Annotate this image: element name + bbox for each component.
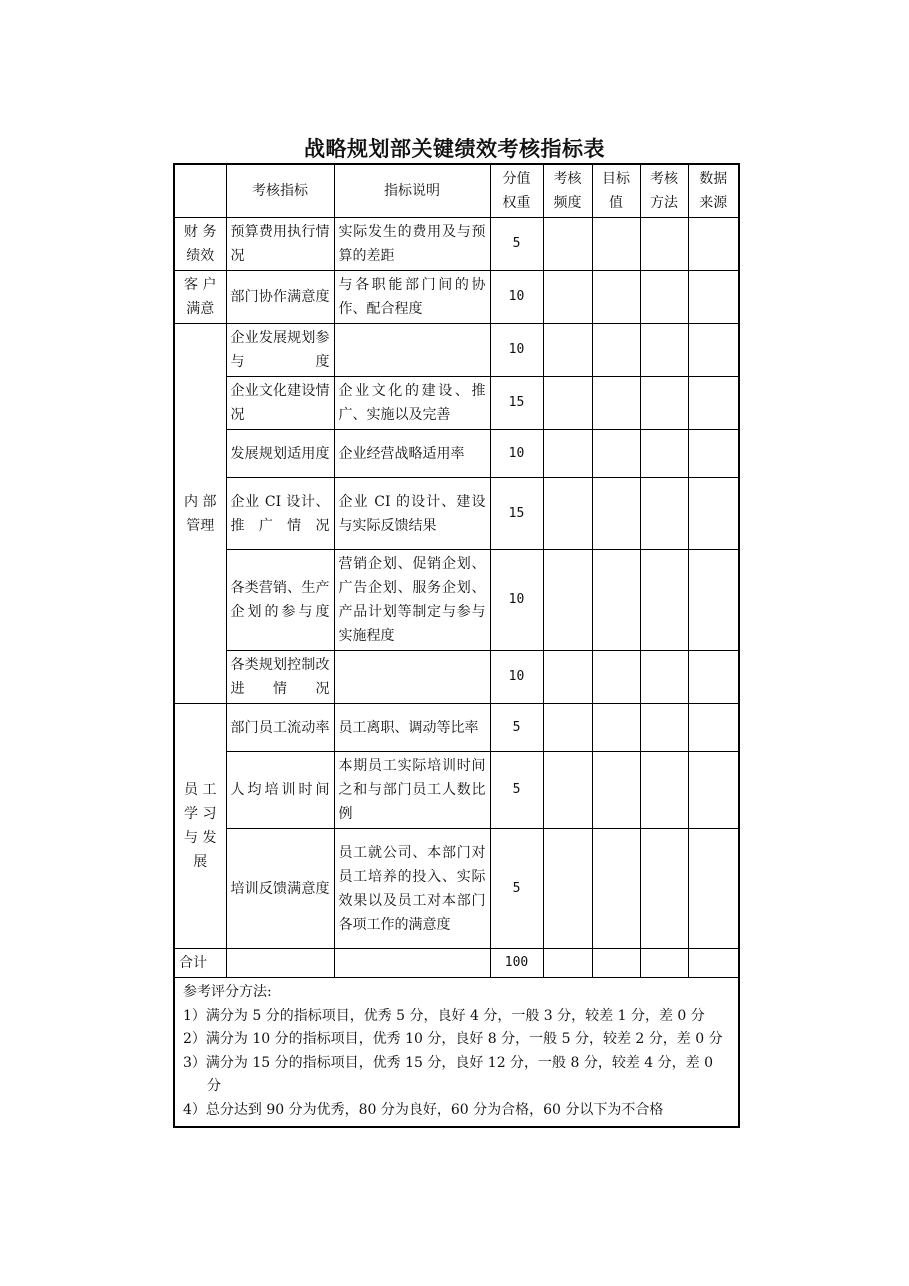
- frequency-cell: [543, 829, 592, 949]
- note-item: 3）满分为 15 分的指标项目，优秀 15 分，良好 12 分，一般 8 分，较差 4 分，差 0 分: [183, 1054, 714, 1094]
- header-frequency: 考核 频度: [543, 164, 592, 218]
- table-row: [174, 430, 739, 478]
- category-customer: 客 户 满意: [174, 271, 226, 324]
- note-item: 2）满分为 10 分的指标项目，优秀 10 分，良好 8 分，一般 5 分，较差 2 分，差 0 分: [183, 1031, 723, 1047]
- target-cell: [592, 550, 640, 651]
- indicator-cell: 企业文化建设情况: [226, 377, 334, 430]
- weight-cell: 15: [490, 377, 543, 430]
- table-row: [174, 704, 739, 752]
- frequency-cell: [543, 550, 592, 651]
- description-cell: 员工离职、调动等比率: [334, 704, 490, 752]
- target-cell: [592, 218, 640, 271]
- category-finance: 财 务 绩效: [174, 218, 226, 271]
- source-cell: [688, 829, 739, 949]
- description-cell: 本期员工实际培训时间之和与部门员工人数比例: [334, 752, 490, 829]
- indicator-cell: 人均培训时间: [226, 752, 334, 829]
- target-cell: [592, 478, 640, 550]
- category-learning: 员 工 学 习 与 发 展: [174, 704, 226, 949]
- indicator-cell: 部门员工流动率: [226, 704, 334, 752]
- source-cell: [688, 430, 739, 478]
- indicator-cell: 各类规划控制改进情况: [226, 651, 334, 704]
- target-cell: [592, 377, 640, 430]
- total-method-cell: [640, 949, 688, 978]
- weight-cell: 10: [490, 271, 543, 324]
- method-cell: [640, 550, 688, 651]
- weight-cell: 5: [490, 752, 543, 829]
- description-cell: 与各职能部门间的协作、配合程度: [334, 271, 490, 324]
- total-frequency-cell: [543, 949, 592, 978]
- header-row: [174, 164, 739, 218]
- method-cell: [640, 478, 688, 550]
- indicator-cell: 企业发展规划参与度: [226, 324, 334, 377]
- frequency-cell: [543, 478, 592, 550]
- description-cell: 营销企划、促销企划、广告企划、服务企划、产品计划等制定与参与实施程度: [334, 550, 490, 651]
- frequency-cell: [543, 704, 592, 752]
- method-cell: [640, 752, 688, 829]
- table-row: [174, 651, 739, 704]
- method-cell: [640, 651, 688, 704]
- header-target: 目标 值: [592, 164, 640, 218]
- source-cell: [688, 651, 739, 704]
- description-cell: 企业经营战略适用率: [334, 430, 490, 478]
- target-cell: [592, 704, 640, 752]
- target-cell: [592, 324, 640, 377]
- indicator-cell: 企业 CI 设计、推广情况: [226, 478, 334, 550]
- method-cell: [640, 829, 688, 949]
- header-method: 考核 方法: [640, 164, 688, 218]
- description-cell: 企业 CI 的设计、建设与实际反馈结果: [334, 478, 490, 550]
- method-cell: [640, 704, 688, 752]
- indicator-cell: 发展规划适用度: [226, 430, 334, 478]
- frequency-cell: [543, 430, 592, 478]
- weight-cell: 5: [490, 218, 543, 271]
- method-cell: [640, 271, 688, 324]
- table-row: [174, 377, 739, 430]
- page-title: 战略规划部关键绩效考核指标表: [304, 137, 605, 161]
- indicator-cell: 预算费用执行情况: [226, 218, 334, 271]
- source-cell: [688, 324, 739, 377]
- category-internal: 内 部 管理: [174, 324, 226, 704]
- description-cell: [334, 651, 490, 704]
- source-cell: [688, 752, 739, 829]
- frequency-cell: [543, 324, 592, 377]
- scoring-notes: [174, 978, 739, 1128]
- header-indicator: 考核指标: [226, 164, 334, 218]
- method-cell: [640, 377, 688, 430]
- header-blank: [174, 164, 226, 218]
- table-row: [174, 550, 739, 651]
- description-cell: 实际发生的费用及与预算的差距: [334, 218, 490, 271]
- source-cell: [688, 704, 739, 752]
- weight-cell: 10: [490, 651, 543, 704]
- source-cell: [688, 377, 739, 430]
- notes-title: 参考评分方法:: [183, 984, 272, 1000]
- header-weight: 分值 权重: [490, 164, 543, 218]
- total-row: [174, 949, 739, 978]
- weight-cell: 5: [490, 829, 543, 949]
- total-source-cell: [688, 949, 739, 978]
- header-source: 数据 来源: [688, 164, 739, 218]
- indicator-cell: 部门协作满意度: [226, 271, 334, 324]
- target-cell: [592, 430, 640, 478]
- weight-cell: 10: [490, 550, 543, 651]
- indicator-cell: 培训反馈满意度: [226, 829, 334, 949]
- source-cell: [688, 218, 739, 271]
- method-cell: [640, 324, 688, 377]
- indicator-cell: 各类营销、生产企划的参与度: [226, 550, 334, 651]
- table-row: [174, 271, 739, 324]
- weight-cell: 10: [490, 324, 543, 377]
- frequency-cell: [543, 218, 592, 271]
- target-cell: [592, 829, 640, 949]
- total-weight: 100: [490, 949, 543, 978]
- method-cell: [640, 218, 688, 271]
- frequency-cell: [543, 271, 592, 324]
- total-label: 合计: [174, 949, 226, 978]
- notes-row: [174, 978, 739, 1128]
- total-description-cell: [334, 949, 490, 978]
- frequency-cell: [543, 651, 592, 704]
- table-row: [174, 218, 739, 271]
- table-row: [174, 478, 739, 550]
- table-row: [174, 324, 739, 377]
- description-cell: [334, 324, 490, 377]
- table-row: [174, 829, 739, 949]
- table-row: [174, 752, 739, 829]
- description-cell: 员工就公司、本部门对员工培养的投入、实际效果以及员工对本部门各项工作的满意度: [334, 829, 490, 949]
- source-cell: [688, 550, 739, 651]
- description-cell: 企业文化的建设、推广、实施以及完善: [334, 377, 490, 430]
- target-cell: [592, 752, 640, 829]
- source-cell: [688, 271, 739, 324]
- frequency-cell: [543, 377, 592, 430]
- target-cell: [592, 271, 640, 324]
- weight-cell: 10: [490, 430, 543, 478]
- weight-cell: 5: [490, 704, 543, 752]
- source-cell: [688, 478, 739, 550]
- header-description: 指标说明: [334, 164, 490, 218]
- total-indicator-cell: [226, 949, 334, 978]
- kpi-table: [173, 163, 740, 1128]
- frequency-cell: [543, 752, 592, 829]
- target-cell: [592, 651, 640, 704]
- total-target-cell: [592, 949, 640, 978]
- weight-cell: 15: [490, 478, 543, 550]
- note-item: 1）满分为 5 分的指标项目，优秀 5 分，良好 4 分，一般 3 分，较差 1 分，差 0 分: [183, 1007, 705, 1024]
- note-item: 4）总分达到 90 分为优秀，80 分为良好，60 分为合格，60 分以下为不合格: [183, 1101, 664, 1118]
- method-cell: [640, 430, 688, 478]
